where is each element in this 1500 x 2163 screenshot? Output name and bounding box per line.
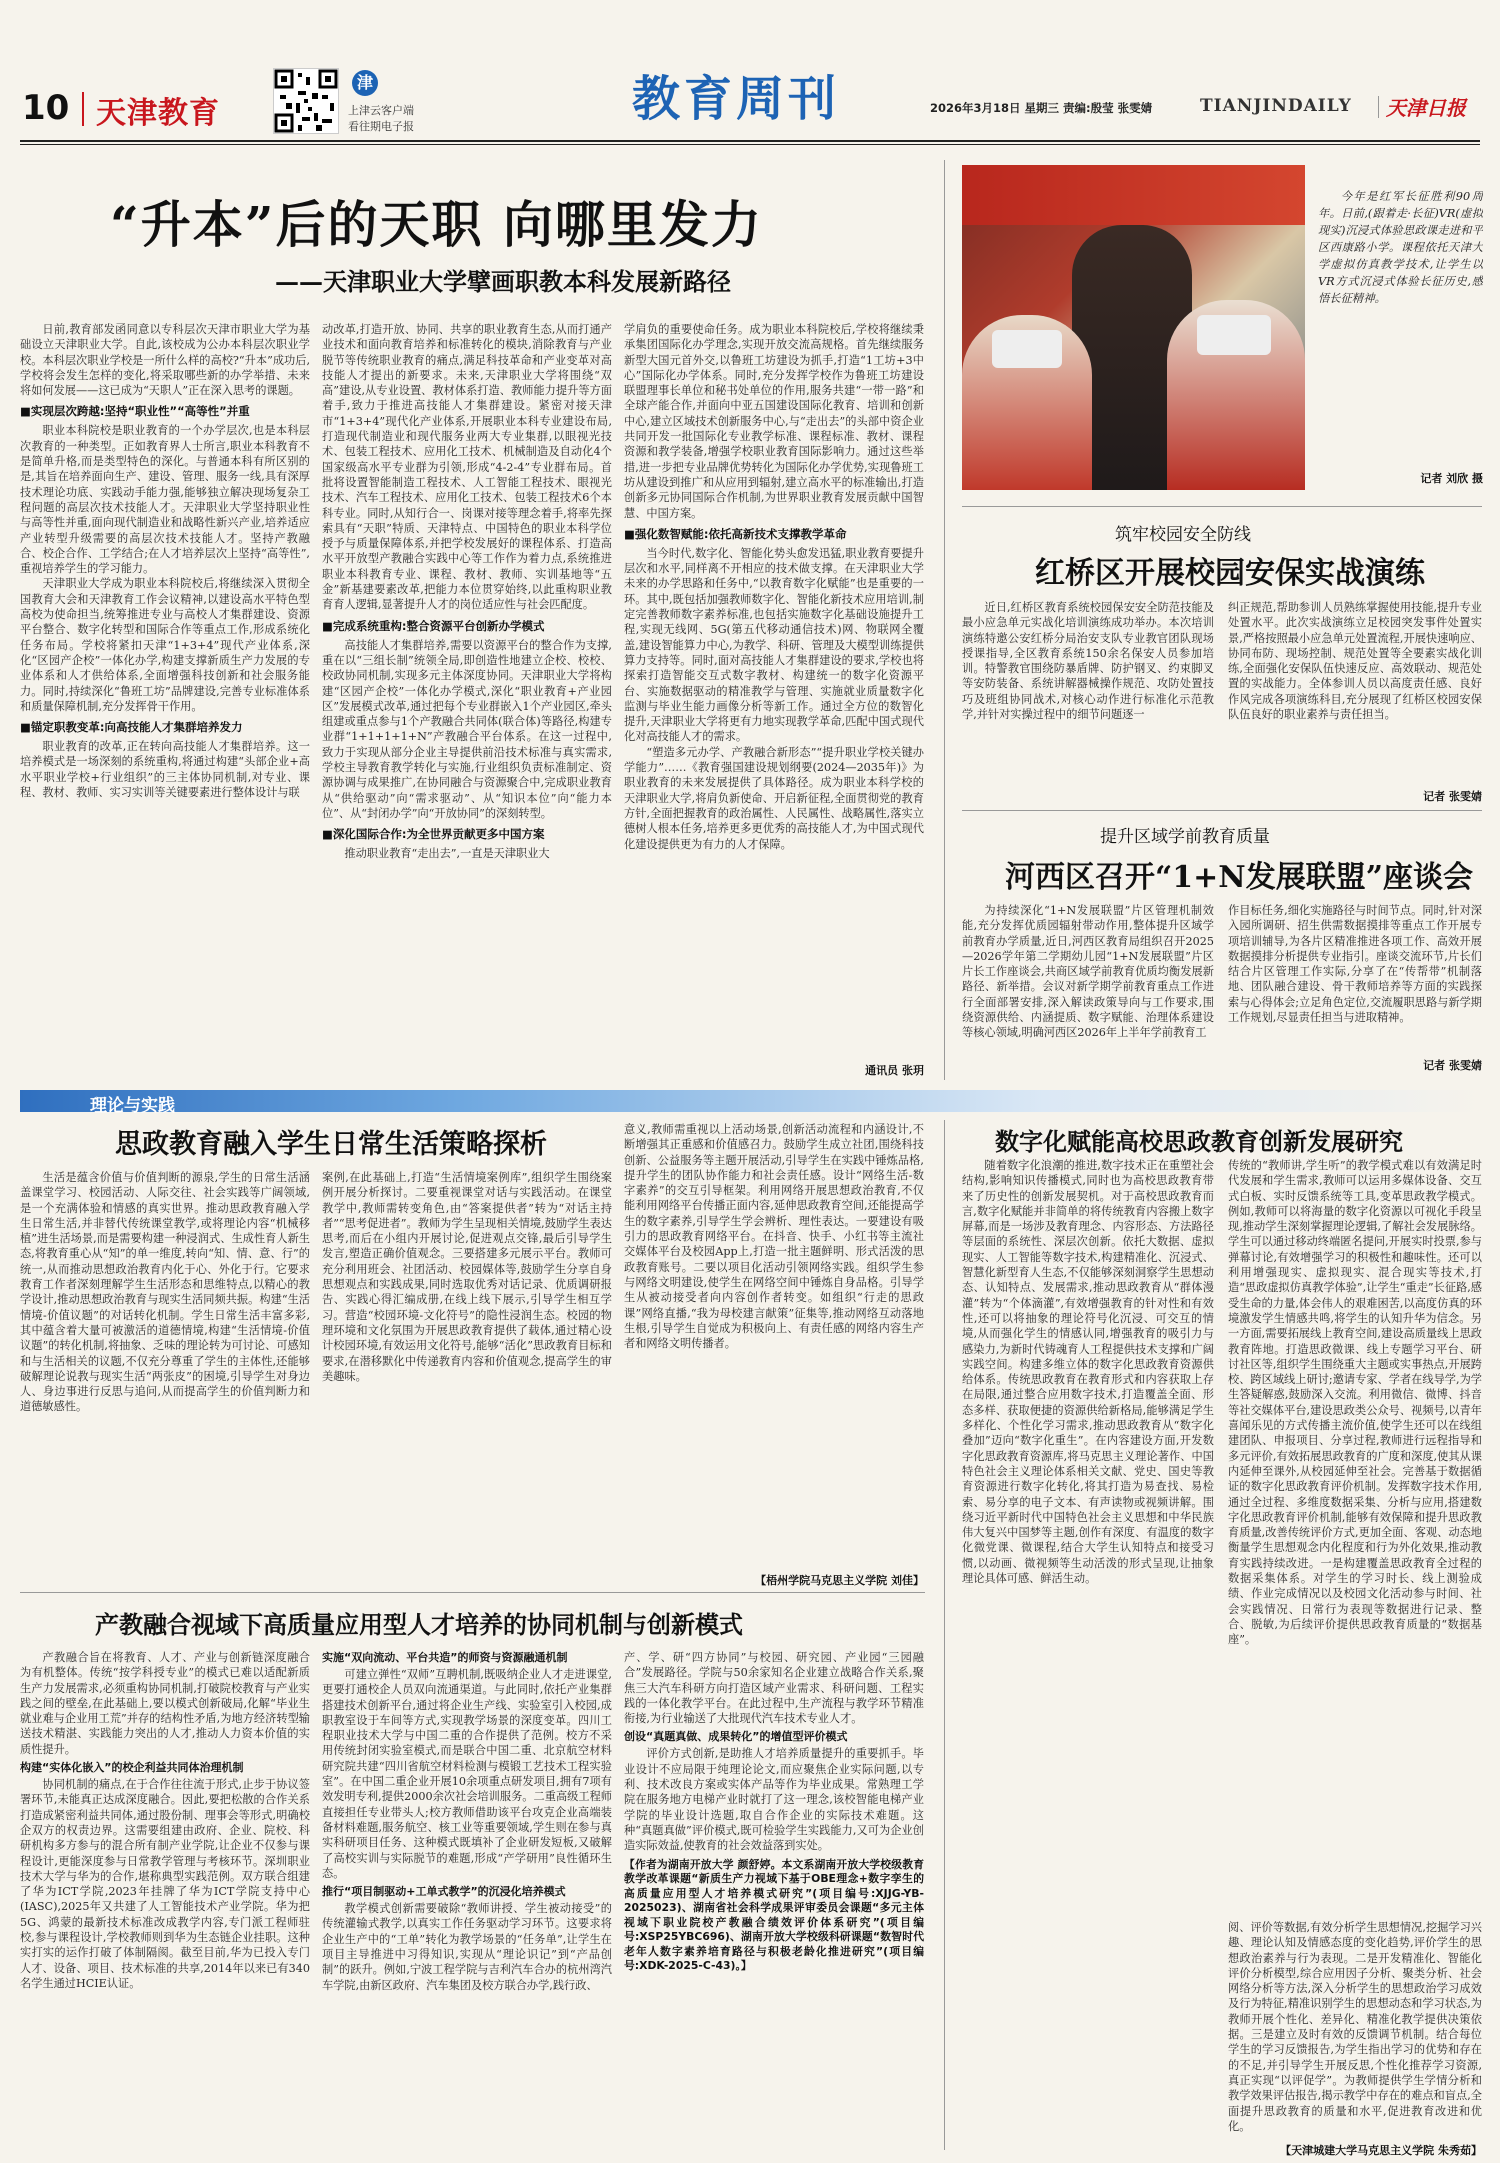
section-rule <box>962 506 1482 507</box>
article-1-column-1: 生活是蕴含价值与价值判断的源泉,学生的日常生活涵盖课堂学习、校园活动、人际交往、社会实践等广阔领域,是一个充满体验和情感的真实世界。推动思政教育融入学生日常生活,并非替代传统课堂教学,或将理论内容“机械移植”进生活场景,而是需要构建一种浸润式、生成性育人新生态,将教育重心从“知”的单一维度,转向“知、情、意、行”的统一,从而推动思想政治教育内化于心、外化于行。它要求教育工作者深刻理解学生生活形态和思维特点,以精心的教学设计,推动思想政治教育与现实生活同频共振。构建“生活情境-价值议题”的对话转化机制。学生日常生活丰富多彩,其中蕴含着大量可被激活的道德情境,构建“生活情境-价值议题”的转化机制,将抽象、乏味的理论转为可讨论、可感知和与生活相关的议题,不仅充分尊重了学生的主体性,还能够破解理论说教与现实生活“两张皮”的困境,引导学生对身边人、身边事进行反思与追问,从而提高学生的价值判断力和道德敏感性。 <box>20 1171 310 1414</box>
article-3-funding-note: 【作者为湖南开放大学 颜舒婷。本文系湖南开放大学校级教育教学改革课题“新质生产力视域下基于OBE理念+数字孪生的高质量应用型人才培养模式研究”(项目编号:XJJG-YB-2025023)、湖南省社会科学成果评审委员会课题“多元主体视域下职业院校产教融合绩效评价体系研究”(项目编号:XSP25YBC696)、湖南开放大学校级科研课题“数智时代老年人数字素养培育路径与积极老龄化推进研究”(项目编号:XDK-2025-C-43)。】 <box>624 1857 924 1973</box>
weekly-banner: 教育周刊 <box>632 71 841 127</box>
column-divider <box>944 1120 945 2150</box>
qr-code-icon <box>274 69 338 133</box>
safety-title: 红桥区开展校园安保实战演练 <box>1035 556 1425 591</box>
vr-headset-icon <box>992 330 1062 368</box>
article-3-subhead-2: 实施“双向流动、平台共造”的师资与资源融通机制 <box>322 1651 568 1664</box>
header-rule-thin <box>20 144 1480 145</box>
article-2-credit: 【天津城建大学马克思主义学院 朱秀茹】 <box>1280 2144 1482 2157</box>
alliance-column-2: 作目标任务,细化实施路径与时间节点。同时,针对深入园所调研、招生供需数据摸排等重点工作开展专项培训辅导,为各片区精准推进各项工作、高效开展数据摸排分析提供专业指引。座谈交流环节,片长们结合片区管理工作实际,分享了在“传帮带”机制落地、团队融合建设、骨干教师培养等方面的实践探索与心得体会;立足角色定位,交流履职思路与新学期工作规划,尽显责任担当与进取精神。 <box>1228 904 1482 1025</box>
lead-subhead-1: ■实现层次跨越:坚持“职业性”“高等性”并重 <box>20 404 250 419</box>
lead-subhead-5: ■强化数智赋能:依托高新技术支撑教学革命 <box>624 526 847 541</box>
section-rule <box>20 1592 925 1593</box>
theory-banner-label: 理论与实践 <box>90 1096 175 1116</box>
date-editor-line: 2026年3月18日 星期三 责编:殷莹 张雯婧 <box>930 101 1153 115</box>
article-paragraph: 产、学、研“四方协同”与校园、研究园、产业园“三园融合”发展路径。学院与50余家知名企业建立战略合作关系,聚焦三大汽车科研方向打造区域产业需求、科研问题、工程实践的一体化教学平台。在此过程中,生产流程与教学环节精准衔接,为行业输送了大批现代汽车技术专业人才。 <box>624 1651 924 1726</box>
lead-paragraph: 高技能人才集群培养,需要以资源平台的整合作为支撑,重在以“三组长制”统领全局,即创造性地建立企校、校校、校政协同机制,实现多元主体深度协同。天津职业大学将构建“区园产企校”一体化办学模式,深化“职业教育+产业园区”发展模式改革,通过把每个专业群嵌入1个产业园区,牵头组建或重点参与1个产教融合共同体(联合体)等路径,构建专业群“1+1+1+1+N”产教融合平台体系。在这一过程中,致力于实现从部分企业主导提供前沿技术标准与真实需求,学校主导教育教学转化与实施,行业组织负责标准制定、资源协调与成果推广,在协同融合与资源聚合中,完成职业教育从“供给驱动”向“需求驱动”、从“知识本位”向“能力本位”、从“封闭办学”向“开放协同”的深刻转型。 <box>322 638 612 820</box>
lead-paragraph: 当今时代,数字化、智能化势头愈发迅猛,职业教育要提升层次和水平,同样离不开相应的技术做支撑。在天津职业大学未来的办学思路和任务中,“以教育数字化赋能”也是重要的一环。其中,既包括加强教师数字化、智能化新技术应用培训,制定完善教师数字素养标准,也包括实施数字化基础设施提升工程,实现无线网、5G(第五代移动通信技术)网、物联网全覆盖,建设智能算力中心,为教学、科研、管理及大模型训练提供算力支持等。同时,面对高技能人才集群建设的要求,学校也将探索打造智能交互式数字教材、构建统一的数字化资源平台、实施数据驱动的精准教学与管理、实施就业质量数字化监测与毕业生能力画像分析等新工作。通过全方位的数智化提升,天津职业大学将更有力地实现教学革命,匹配中国式现代化对高技能人才的需求。 <box>624 546 924 744</box>
article-2-column-2: 传统的“教师讲,学生听”的教学模式难以有效满足时代发展和学生需求,教师可以运用多媒体设备、交互式白板、实时反馈系统等工具,变革思政教学模式。例如,教师可以将海量的数字化资源以可视化手段呈现,推动学生深刻掌握理论逻辑,了解社会发展脉络。学生可以通过移动终端匿名提问,开展实时投票,参与弹幕讨论,有效增强学习的积极性和趣味性。还可以利用增强现实、虚拟现实、混合现实等技术,打造“思政虚拟仿真教学体验”,让学生“重走”长征路,感受生命的力量,体会伟人的艰难困苦,以高度仿真的环境激发学生情感共鸣,将学生的认知升华为信念。另一方面,需要拓展线上教育空间,建设高质量线上思政教育阵地。打造思政微课、线上专题学习平台、研讨社区等,组织学生围绕重大主题或实事热点,开展跨校、跨区域线上研讨;邀请专家、学者在线导学,为学生答疑解惑,鼓励深入交流。利用微信、微博、抖音等社交媒体平台,建设思政类公众号、视频号,以青年喜闻乐见的方式传播主流价值,使学生还可以在线组建团队、申报项目、分享过程,教师进行远程指导和多元评价,有效拓展思政教育的广度和深度,使其从课内延伸至课外,从校园延伸至社会。完善基于数据循证的数字化思政教育评价机制。发挥数字技术作用,通过全过程、多维度数据采集、分析与应用,搭建数字化思政教育评价机制,能够有效保障和提升思政教育质量,改善传统评价方式,更加全面、客观、动态地衡量学生思想观念内化程度和行为外化效果,推动教育实践持续改进。一是构建覆盖思政教育全过程的数据采集体系。对学生的学习时长、线上测验成绩、作业完成情况以及校园文化活动参与时间、社会实践情况、日常行为表现等数据进行记录、整合、脱敏,为后续评价提供思政教育质量的“数据基座”。 <box>1228 1159 1482 1647</box>
safety-credit: 记者 张雯婧 <box>1423 790 1482 803</box>
lead-title: “升本”后的天职 向哪里发力 <box>110 195 763 254</box>
qr-caption-1: 上津云客户端 <box>348 104 414 117</box>
qr-caption-2: 看往期电子报 <box>348 120 414 133</box>
lead-column-2 <box>322 322 612 1082</box>
lead-subhead-3: ■完成系统重构:整合资源平台创新办学模式 <box>322 618 545 633</box>
lead-column-3 <box>624 322 924 1062</box>
article-3-subhead-1: 构建“实体化嵌入”的校企利益共同体治理机制 <box>20 1761 244 1775</box>
photo-banner <box>962 165 1305 225</box>
vr-class-photo <box>962 165 1305 490</box>
article-3-column-2 <box>322 1650 612 2150</box>
paper-name-en: TIANJINDAILY <box>1200 96 1352 116</box>
article-1-column-3: 意义,教师需重视以上活动场景,创新活动流程和内涵设计,不断增强其正重感和价值感召力。鼓励学生成立社团,围绕科技创新、公益服务等主题开展活动,引导学生在实践中锤炼品格,提升学生的团队协作能力和社会责任感。设计“网络生活-数字素养”的交互引导框架。利用网络开展思想政治教育,不仅能利用网络平台传播正面内容,延伸思政教育空间,还能提高学生的数字素养,引导学生学会辨析、理性表达。一要建设有吸引力的思政教育网络平台。在抖音、快手、小红书等主流社交媒体平台及校园App上,打造一批主题鲜明、形式活泼的思政教育账号。二要以项目化活动引领网络实践。组织学生参与网络文明建设,使学生在网络空间中锤炼自身品格。引导学生从被动接受者向内容创作者转变。如组织“行走的思政课”网络直播,“我为母校建言献策”征集等,推动网络互动落地生根,引导学生自觉成为积极向上、有责任感的网络内容生产者和网络文明传播者。 <box>624 1123 924 1351</box>
alliance-column-1: 为持续深化“1+N发展联盟”片区管理机制效能,充分发挥优质园辐射带动作用,整体提升区域学前教育办学质量,近日,河西区教育局组织召开2025—2026学年第二学期幼儿园“1+N发展联盟”片区片长工作座谈会,共商区域学前教育优质均衡发展新路径、新举措。会议对新学期学前教育重点工作进行全面部署安排,深入解读政策导向与工作要求,围绕资源供给、内涵提质、数字赋能、治理体系建设等核心领域,明确河西区2026年上半年学前教育工 <box>962 904 1214 1040</box>
alliance-kicker: 提升区域学前教育质量 <box>1100 827 1270 847</box>
article-1-credit: 【梧州学院马克思主义学院 刘佳】 <box>755 1574 924 1587</box>
section-rule <box>962 810 1482 811</box>
page-number: 10 <box>22 88 70 128</box>
lead-intro: 日前,教育部发函同意以专科层次天津市职业大学为基础设立天津职业大学。自此,该校成为公办本科层次职业学校。本科层次职业学校是一所什么样的高校?“升本”成功后,学校将会发生怎样的变化,将采取哪些新的办学举措、未来将如何发展——这已成为“天职人”正在深入思考的课题。 <box>20 323 310 398</box>
article-paragraph: 产教融合旨在将教育、人才、产业与创新链深度融合为有机整体。传统“按学科授专业”的模式已难以适配新质生产力发展需求,必须重构协同机制,打破院校教育与产业实践之间的壁垒,在此基础上,要以模式创新破局,化解“毕业生就业难与企业用工荒”并存的结构性矛盾,为地方经济转型输送技术精湛、实践能力突出的人才,推动人力资本价值的实质性提升。 <box>20 1651 310 1756</box>
masthead <box>0 0 1500 160</box>
column-divider <box>944 160 945 1080</box>
photo-credit: 记者 刘欣 摄 <box>1420 472 1483 485</box>
article-2-column-1: 随着数字化浪潮的推进,数字技术正在重塑社会结构,影响知识传播模式,同时也为高校思政教育带来了历史性的创新发展契机。对于高校思政教育而言,数字化赋能并非简单的将传统教育内容搬上数字屏幕,而是一场涉及教育理念、内容形态、方法路径等层面的系统性、深层次创新。依托大数据、虚拟现实、人工智能等数字技术,构建精准化、沉浸式、智慧化新型育人生态,不仅能够深刻洞察学生思想动态、认知特点、发展需求,推动思政教育从“群体漫灌”转为“个体滴灌”,有效增强教育的针对性和有效性,还可以将抽象的理论符号化沉浸、可交互的情境,从而强化学生的情感认同,增强教育的吸引力与感染力,为新时代铸魂育人工程提供技术支撑和广阔实践空间。构建多维立体的数字化思政教育资源供给体系。传统思政教育在教育形式和内容获取上存在局限,通过整合应用数字技术,打造覆盖全面、形态多样、获取便捷的资源供给新格局,能够满足学生多样化、个性化学习需求,推动思政教育从“数字化叠加”迈向“数字化重生”。在内容建设方面,开发数字化思政教育资源库,将马克思主义理论著作、中国特色社会主义理论体系相关文献、党史、国史等教育资源进行数字化转化,将其打造为易查找、易检索、易分享的电子文本、有声读物或视频讲解。围绕习近平新时代中国特色社会主义思想和中华民族伟大复兴中国梦等主题,创作有深度、有温度的数字化微党课、微课程,结合大学生认知特点和接受习惯,以动画、微视频等生动活泼的形式呈现,让抽象理论具体可感、鲜活生动。 <box>962 1159 1214 1586</box>
lead-credit: 通讯员 张玥 <box>865 1064 924 1077</box>
article-2-title: 数字化赋能高校思政教育创新发展研究 <box>995 1127 1403 1156</box>
alliance-credit: 记者 张雯婧 <box>1423 1059 1482 1072</box>
lead-paragraph: 推动职业教育“走出去”,一直是天津职业大 <box>344 847 550 861</box>
section-name: 天津教育 <box>96 96 220 131</box>
article-3-subhead-4: 创设“真题真做、成果转化”的增值型评价模式 <box>624 1730 848 1744</box>
article-3-column-1 <box>20 1650 310 2150</box>
lead-subtitle: ——天津职业大学擘画职教本科发展新路径 <box>275 267 731 296</box>
article-3-title: 产教融合视域下高质量应用型人才培养的协同机制与创新模式 <box>95 1610 743 1639</box>
alliance-title: 河西区召开“1+N发展联盟”座谈会 <box>1005 860 1473 895</box>
theory-banner-bar <box>20 1090 1482 1112</box>
photo-caption: 今年是红军长征胜利90周年。日前,(跟着走·长征)VR(虚拟现实)沉浸式体验思政课走进和平区西康路小学。课程依托天津大学虚拟仿真教学技术,让学生以VR方式沉浸式体验长征历史,感悟长征精神。 <box>1318 190 1483 305</box>
article-paragraph: 协同机制的痛点,在于合作往往流于形式,止步于协议签署环节,未能真正达成深度融合。因此,要把松散的合作关系打造成紧密利益共同体,通过股份制、理事会等形式,明确校企双方的权责边界。这需要组建由政府、企业、院校、科研机构多方参与的混合所有制产业学院,让企业不仅参与课程设计,更能深度参与日常教学管理与考核环节。深圳职业技术大学与华为的合作,堪称典型实践范例。双方联合组建了华为ICT学院,2023年挂牌了华为ICT学院支持中心(IASC),2025年又共建了人工智能技术产业学院。华为把5G、鸿蒙的最新技术标准改成教学内容,专门派工程师驻校,参与课程设计,学校教师则到华为生态链企业挂职。这种实打实的运作打破了体制隔阂。截至目前,华为已投入专门人才、设备、项目、技术标准的共享,2014年以来已有340名学生通过HCIE认证。 <box>20 1778 310 1990</box>
lead-paragraph: 学肩负的重要使命任务。成为职业本科院校后,学校将继续秉承集团国际化办学理念,实现开放交流高规格。首先继续服务新型大国元首外交,以鲁班工坊建设为抓手,打造“1工坊+3中心”国际化办学体系。同时,充分发挥学校作为鲁班工坊建设联盟理事长单位和秘书处单位的作用,服务共建“一带一路”和全球产能合作,并面向中亚五国建设国际化教育、培训和创新中心,建立区域技术创新服务中心,与“走出去”的头部中资企业共同开发一批国际化专业教学标准、课程标准、教材、课程资源和教学装备,增强学校职业教育国际影响力。通过这些举措,进一步把专业品牌优势转化为国际化办学优势,实现鲁班工坊从建设到推广和从应用到辐射,建立高水平的标准输出,打造创新多元协同国际合作机制,为世界职业教育发展贡献中国智慧、中国方案。 <box>624 323 924 520</box>
article-3-column-3 <box>624 1650 924 2150</box>
safety-column-1: 近日,红桥区教育系统校园保安安全防范技能及最小应急单元实战化培训演练成功举办。本次培训演练特邀公安红桥分局治安支队专业教官团队现场授课指导,全区教育系统150余名保安人员参加培训。特警教官围绕防暴盾牌、防护钢叉、约束脚叉等安防装备、系统讲解器械操作规范、攻防处置技巧及班组协同战术,对核心动作进行标准化示范教学,并针对实操过程中的细节问题逐一 <box>962 601 1214 722</box>
article-paragraph: 可建立弹性“双师”互聘机制,既吸纳企业人才走进课堂,更要打通校企人员双向流通渠道。与此同时,依托产业集群搭建技术创新平台,通过将企业生产线、实验室引入校园,成职教室设于车间等方式,实现教学场景的深度变革。四川工程职业技术大学与中国二重的合作提供了范例。校方不采用传统封闭实验室模式,而是联合中国二重、北京航空材料研究院共建“四川省航空材料检测与模锻工艺技术工程实验室”。在中国二重企业开展10余项重点研发项目,拥有7项有效发明专利,提供2000余次社会培训服务。二重高级工程师直接担任专业带头人;校方教师借助该平台攻克企业高端装备材料难题,服务航空、核工业等重要领域,学生则在参与真实科研项目任务、这种模式既填补了企业研发短板,又破解了高校实训与实际脱节的难题,形成“产学研用”良性循环生态。 <box>322 1668 612 1880</box>
article-2-column-3: 阅、评价等数据,有效分析学生思想情况,挖掘学习兴趣、理论认知及情感态度的变化趋势,评价学生的思想政治素养与行为表现。二是开发精准化、智能化评价分析模型,综合应用因子分析、聚类分析、社会网络分析等方法,深入分析学生的思想政治学习成效及行为特征,精准识别学生的思想动态和学习状态,为教师开展个性化、差异化、精准化教学提供决策依据。三是建立及时有效的反馈调节机制。结合每位学生的学习反馈报告,为学生指出学习的优势和存在的不足,并引导学生开展反思,个性化推荐学习资源,真正实现“以评促学”。为教师提供学生学情分析和教学效果评估报告,揭示教学中存在的难点和盲点,全面提升思政教育的质量和水平,促进教育改进和优化。 <box>1228 1921 1482 2133</box>
lead-paragraph: 职业本科院校是职业教育的一个办学层次,也是本科层次教育的一种类型。正如教育界人士所言,职业本科教育不是简单升格,而是类型特色的深化。与普通本科有所区别的是,其旨在培养面向生产、建设、管理、服务一线,具有深厚技术理论功底、实践动手能力强,能够独立解决现场复杂工程问题的高层次技术技能人才。天津职业大学坚持职业性与高等性并重,面向现代制造业和战略性新兴产业,培养适应产业转型升级需要的高层次技术技能人才。坚持产教融合、校企合作、工学结合;在人才培养层次上坚持“高等性”,重视培养学生的学习能力。 <box>20 424 310 576</box>
lead-subhead-4: ■深化国际合作:为全世界贡献更多中国方案 <box>322 827 545 842</box>
lead-paragraph: “塑造多元办学、产教融合新形态”“提升职业学校关键办学能力”……《教育强国建设规划纲要(2024—2035年)》为职业教育的未来发展提供了具体路径。成为职业本科学校的天津职业大学,将肩负新使命、开启新征程,全面贯彻党的教育方针,全面把握教育的政治属性、人民属性、战略属性,落实立德树人根本任务,培养更多更优秀的高技能人才,为中国式现代化建设提供更为有力的人才保障。 <box>624 745 924 851</box>
app-logo-icon: 津 <box>352 70 378 96</box>
lead-paragraph: 动改革,打造开放、协同、共享的职业教育生态,从而打通产业技术和面向教育培养和标准转化的模块,消除教育与产业脱节等传统职业教育的痛点,满足科技革命和产业变革对高技能人才提出的新要求。未来,天津职业大学将围绕“双高”建设,从专业设置、教材体系打造、教师能力提升等方面着手,致力于推进高技能人才集群建设。紧密对接天津市“1+3+4”现代化产业体系,开展职业本科专业建设布局,打造现代制造业和现代服务业两大专业集群,以眼视光技术、包装工程技术、应用化工技术、机械制造及自动化4个国家级高水平专业群为引领,形成“4-2-4”专业群布局。首批将设置智能制造工程技术、人工智能工程技术、眼视光技术、汽车工程技术、应用化工技术、包装工程技术6个本科专业。同时,从知行合一、岗课对接等理念着手,将率先探索具有“天职”特质、天津特点、中国特色的职业本科学位授予与质量保障体系,并把学校发展好的课程体系、打造高水平开放型产教融合实践中心等工作作为着力点,系统推进职业本科教育专业、课程、教材、教师、实训基地等“五金”新基建要素改革,把能力本位贯穿始终,以此重构职业教育育人逻辑,显著提升人才的岗位适应性与社会匹配度。 <box>322 323 612 612</box>
paper-logo: 天津日报 <box>1386 96 1466 120</box>
article-paragraph: 教学模式创新需要破除“教师讲授、学生被动接受”的传统灌输式教学,以真实工作任务驱动学习环节。这要求将企业生产中的“工单”转化为教学场景的“任务单”,让学生在项目主导推进中习得知识,实现从“理论识记”到“产品创制”的跃升。例如,宁波工程学院与吉利汽车合办的杭州湾汽车学院,由新区政府、汽车集团及校方联合办学,践行政、 <box>322 1902 612 1992</box>
article-3-subhead-3: 推行“项目制驱动+工单式教学”的沉浸化培养模式 <box>322 1885 566 1899</box>
article-1-title: 思政教育融入学生日常生活策略探析 <box>115 1129 547 1160</box>
header-divider <box>82 92 84 126</box>
article-1-column-2: 案例,在此基础上,打造“生活情境案例库”,组织学生围绕案例开展分析探讨。二要重视课堂对话与实践活动。在课堂教学中,教师需转变角色,由“答案提供者”转为“对话主持者”“思考促进者”。教师为学生呈现相关情境,鼓励学生表达思考,而后在小组内开展讨论,促进观点交锋,最后引导学生发言,塑造正确价值观念。三要搭建多元展示平台。教师可充分利用班会、社团活动、校园媒体等,鼓励学生分享自身思想观点和实践成果,同时选取优秀对话记录、优质调研报告、实践心得汇编成册,在线上线下展示,引导学生相互学习。营造“校园环境-文化符号”的隐性浸润生态。校园的物理环境和文化氛围为开展思政教育提供了载体,通过精心设计校园环境,有效运用文化符号,能够“活化”思政教育目标和要求,在潜移默化中传递教育内容和价值观念,提高学生的审美趣味。 <box>322 1171 612 1383</box>
safety-column-2: 纠正规范,帮助参训人员熟练掌握使用技能,提升专业处置水平。此次实战演练立足校园突发事件处置实景,严格按照最小应急单元处置流程,开展快速响应、协同布防、现场控制、规范处置等全要素实战化训练,全面强化安保队伍快速反应、高效联动、规范处置的实战能力。全体参训人员以高度责任感、良好作风完成各项演练科目,充分展现了红桥区校园安保队伍良好的职业素养与责任担当。 <box>1228 601 1482 722</box>
lead-column-1 <box>20 322 310 1082</box>
safety-kicker: 筑牢校园安全防线 <box>1115 525 1251 545</box>
qr-code[interactable] <box>273 68 339 134</box>
article-paragraph: 评价方式创新,是助推人才培养质量提升的重要抓手。毕业设计不应局限于纯理论论文,而应聚焦企业实际问题,以专利、技术改良方案或实体产品等作为毕业成果。常熟理工学院在服务地方电梯产业时就打了这一理念,该校智能电梯产业学院的毕业设计选题,取自合作企业的实际技术难题。这种“真题真做”评价模式,既可检验学生实践能力,又可为企业创造实际效益,使教育的社会效益落到实处。 <box>624 1747 924 1853</box>
header-separator <box>1378 96 1379 118</box>
lead-subhead-2: ■锚定职教变革:向高技能人才集群培养发力 <box>20 720 243 735</box>
vr-headset-icon <box>1197 315 1271 355</box>
lead-paragraph: 职业教育的改革,正在转向高技能人才集群培养。这一培养模式是一场深刻的系统重构,将通过构建“头部企业+高水平职业学校+行业组织”的三主体协同机制,对专业、课程、教材、教师、实习实训等关键要素进行整体设计与联 <box>20 740 310 800</box>
header-rule <box>20 140 1480 142</box>
lead-paragraph: 天津职业大学成为职业本科院校后,将继续深入贯彻全国教育大会和天津教育工作会议精神,以建设高水平特色型高校为使命担当,统筹推进专业与高校人才集群建设、资源平台整合、数字化转型和国际合作等重点工作,形成系统化任务布局。学校将紧扣天津“1+3+4”现代产业体系,深化“区园产企校”一体化办学,构建支撑新质生产力发展的专业体系和人才供给体系,全面增强科技创新和社会服务能力。同时,持续深化“鲁班工坊”品牌建设,完善专业标准体系和质量保障机制,充分发挥骨干作用。 <box>20 577 310 713</box>
